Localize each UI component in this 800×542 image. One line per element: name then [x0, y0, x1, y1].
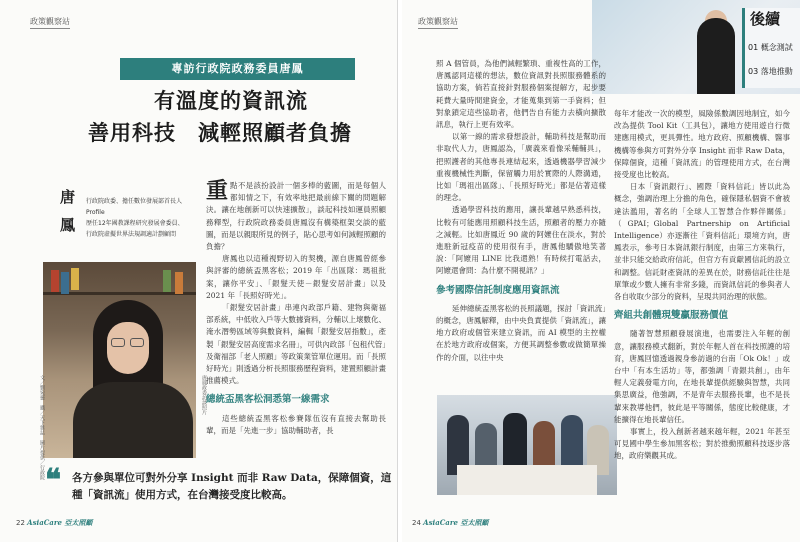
- magazine-name: AsiaCare 亞太照顧: [27, 518, 93, 527]
- paragraph: 每年才能改一次的模型，風險係數調因地制宜，如今改為提供 Tool Kit（工具包），讓地方使用遊自行微建應用模式，更具彈性。地方政府、照顧機構、醫事機構等參與方可對外分享 Insight 而非 Raw Data，保障個資，這種「資訊流」的管理使用方式，在台灣接受度也比較高。: [614, 109, 790, 180]
- article-title-line1: 有溫度的資訊流: [154, 88, 308, 113]
- pull-quote: 各方參與單位可對外分享 Insight 而非 Raw Data，保障個資，這種「資訊流」使用方式，在台灣接受度比較高。: [72, 472, 392, 501]
- drop-cap: 重: [206, 178, 229, 204]
- section-subhead: 齊組共創體現雙贏服務價值: [614, 310, 729, 322]
- paragraph: 這些總統盃黑客松參賽隊伍沒有直接去幫助長輩，而是「先進一步」協助輔助者，長: [206, 413, 386, 435]
- paragraph: 透過學習科技的應用，讓長輩越早熟悉科技，比較有可能應用照顧科技生活，照顧者的壓力亦隨之減輕。比如唐鳳近 90 歲的阿嬤住在淡水，對於進駐新冠疫苗的使用很有手，唐鳳他驕傲地笑著說：「阿嬤用 LINE 比我還熟！有時候打電話去，阿嬤還會問：為什麼不開視訊？」: [436, 205, 606, 276]
- conference-photo: [592, 0, 800, 94]
- quote-icon: ❝: [45, 463, 62, 498]
- page-number: 22: [16, 519, 25, 527]
- group-photo: [437, 395, 617, 495]
- section-subhead: 參考國際信託制度應用資訊流: [436, 284, 560, 296]
- screen-title: 後續: [750, 10, 781, 28]
- paragraph: 以第一線的需求發想設計，輔助科技是幫助而非取代人力，唐鳳認為，「廣義來看像采輔輔具」，把照護者的其他專長連結起來，透過機器學習減少重複機械性判斷，保留觸力用於實際的人際溝通，比如「瑪祖出區隊」、「長照好時光」都是佔著這樣的理念。: [436, 132, 606, 203]
- paragraph: 隨著智慧照顧發展演進，也需要注入年輕的創意，讓服務模式翻新，對於年輕人首在科技照護的培育，唐鳳回憶透過親身參訪過的台南「Ok Ok！」或台中「有本生活坊」等，都強調「青銀共創」，由年輕人定義發電方向，在地長輩提供經驗與智慧，共同集思廣益，他強調，不是青年去服務長輩，也不是長輩來教導他們，彼此是平等關係，態度比較健康，才能擴得在地長輩信任。: [614, 329, 790, 424]
- section-subhead: 總統盃黑客松洞悉第一線需求: [206, 394, 330, 406]
- photo-caption: 唐鳳政委訪談照片: [201, 375, 207, 415]
- interview-banner: 專訪行政院政務委員唐鳳: [120, 58, 355, 80]
- section-tag: 政策觀察站: [418, 16, 458, 29]
- paragraph: 延伸總統盃黑客松的長照議題，探討「資訊流」的概念，唐鳳解釋，由中央負責提供「資訊流」，讓地方政府或個管來建立資訊，而 AI 模型的主控權在於地方政府或個案，方便其調整參數或做簡單操作的介面，以往中央: [436, 303, 606, 362]
- profile-label: Profile: [86, 209, 105, 216]
- paragraph: 「銀髮安居計畫」串連內政部戶籍、建物與衛福部系統，中低收入戶等大數據資料，分輔以上壞數化、淹水潛勢區域等與數資料，編輯「銀髮安居指數」，產製「銀髮安居高度需求名冊」，可供內政部「包租代管」及衛福部「老人照顧」等政策業管單位運用。而「長照好時光」則透過分析長照服務歷程資料，建置照顧計畫推薦模式。: [206, 303, 386, 386]
- paragraph: 點不是該扮設計一個多棒的藍圖，而是每個人都知情之下，有效率地把最前線下關的問題解決。讓在地創新可以快速擴散」，談起科技如運員照顧務釋型，行政院政務委員唐鳳沒有構築框架交談的藍圖，而是以親眼所見的例子，貼心思考如何減輕照顧的負擔？: [206, 181, 386, 252]
- left-page: [0, 0, 398, 542]
- page-footer: [412, 518, 488, 528]
- screen-item: 03 落地推動: [748, 67, 793, 76]
- page-number: 24: [412, 519, 421, 527]
- portrait-photo: [43, 262, 196, 458]
- right-page: [402, 0, 800, 542]
- paragraph: 照 A 個管員，為他們減輕繁瑣、重複性高的工作，唐鳳認同這樣的想法，數位資訊對長照服務體系的協助方案，倘若直接針對服務個案提解方，起步要耗費大量時間建資金，才能蒐集到第一手資料；但對象鎖定這些協助者，他們告自有能力去橫向擴散訊息，執行上更有效率。: [436, 59, 606, 130]
- paragraph: 事實上，投入創新者越來越年輕，2021 年甚至可見國中學生參加黑客松；對於推動照顧科技逐步落地，政府樂觀其成。: [614, 427, 790, 461]
- magazine-name: AsiaCare 亞太照顧: [423, 518, 489, 527]
- profile-line: 行政院政委、擔任數位發展部首長人: [86, 198, 183, 205]
- body-column: [436, 58, 606, 364]
- profile-line: 歷任12年國教課程研究發展會委員、: [86, 220, 184, 227]
- body-column: [614, 108, 790, 463]
- section-tag: 政策觀察站: [30, 16, 70, 29]
- screen-item: 01 概念測試: [748, 43, 793, 52]
- page-footer: [16, 518, 92, 528]
- profile-line: 行政院虛擬世界法規調適計劃顧問: [86, 231, 177, 238]
- photo-credit: 文／劉宛靈 攝／天下雜誌 圖片提供／行政院: [39, 375, 45, 480]
- body-column: [206, 180, 386, 437]
- paragraph: 唐鳳也以這種視野切入的契機，源自唐鳳曾經參與評審的總統盃黑客松；2019 年「出區隊：瑪祖批案，讓你平安」、「銀髮天使－銀髮安居計畫」以及 2021 年「長照好時光」。: [206, 254, 386, 300]
- article-title-line2: 善用科技 減輕照顧者負擔: [88, 120, 352, 145]
- name-char-first: 唐: [60, 188, 76, 206]
- profile-box: [86, 196, 201, 240]
- paragraph: 日本「資訊銀行」、國際「資料信託」皆以此為概念，強調治理上分擔的角色，確保隱私個資不會被違法濫用，著名的「全球人工智慧合作夥伴關係」（GPAI；Global Partnership on Artificial Intelligence）亦逐漸往「資料信託」環境方向，唐鳳表示，參考日本資訊銀行制度，由第三方來執行，並非只能交給政府信託，但官方有貢獻國信託的設立和調整。信託財產資訊的差異在於，財務信託往往是單筆或少數人擁有非常多錢，而資訊信託的參與者人各自收取少部分的資料，呈現共同治理的狀態。: [614, 182, 790, 302]
- name-char-second: 鳳: [60, 216, 76, 234]
